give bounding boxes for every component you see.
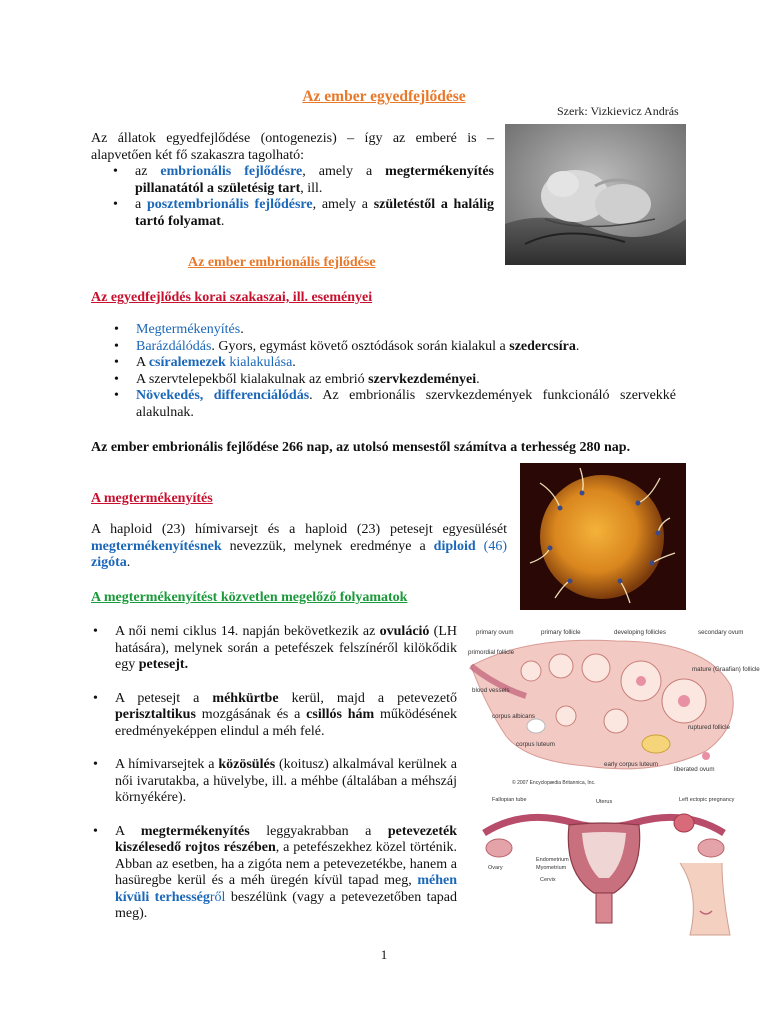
bullet-icon: • [113,164,118,179]
editor-credit: Szerk: Vizkievicz András [557,104,679,118]
label-corpus-luteum: corpus luteum [516,741,555,748]
list-item: • az embrionális fejlődésre, amely a megtermékenyítés pillanatától a születésig tart, ill. [113,164,494,196]
bullet-icon: • [93,624,98,639]
list-item: • Barázdálódás. Gyors, egymást követő osztódások során kialakul a szedercsíra. [114,338,580,354]
label-primary-ovum: primary ovum [476,629,514,636]
bullet-icon: • [114,388,119,403]
label-corpus-albicans: corpus albicans [492,713,535,720]
list-item: • A megtermékenyítés leggyakrabban a petevezeték kiszélesedő rojtos részében, a petefészekhez közel történik. Abban az esetben, ha a zigóta nem a petevezetékbe, hanem a hasüregbe kerül és a méh üregén kívül tapad meg, méhen kívüli terhességről beszélünk (vagy a petevezetőben tapad meg). [93,823,457,921]
term-embryonic: embrionális fejlődésre [160,164,303,179]
preceding-processes-list [91,624,457,923]
section-heading-fertilization: A megtermékenyítés [91,491,213,506]
label-ruptured-follicle: ruptured follicle [688,724,730,731]
label-endometrium: Endometrium [536,857,569,863]
page-number: 1 [380,947,388,962]
intro-list [111,164,494,230]
list-item: • Növekedés, differenciálódás. Az embrionális szervkezdemények funkcionáló szervekké alakulnak. [114,388,676,420]
fertilization-paragraph: A haploid (23) hímivarsejt és a haploid (23) petesejt egyesülését megtermékenyítésnek nevezzük, melynek eredménye a diploid (46) zigóta. [91,522,507,570]
bullet-icon: • [114,371,119,387]
bullet-icon: • [114,355,119,370]
label-fallopian-tube: Fallopian tube [492,797,527,803]
bullet-icon: • [114,322,119,337]
bullet-icon: • [93,690,98,706]
intro-paragraph [91,131,494,230]
label-left-ectopic-pregnancy: Left ectopic pregnancy [679,797,735,803]
page-title: Az ember egyedfejlődése [302,88,466,105]
bullet-icon: • [93,823,98,839]
uterus-ectopic-pregnancy-diagram [474,793,736,935]
early-stages-list [112,322,676,421]
ovary-follicle-diagram [466,626,760,788]
egg-with-sperm-photo [520,463,686,610]
summary-paragraph: Az ember embrionális fejlődése 266 nap, az utolsó mensestől számítva a terhesség 280 nap. [91,440,631,455]
label-primordial-follicle: primordial follicle [468,649,515,656]
section-heading-early-stages: Az egyedfejlődés korai szakaszai, ill. eseményei [91,290,373,305]
label-myometrium: Myometrium [536,865,567,871]
label-early-corpus-luteum: early corpus luteum [604,761,658,768]
list-item: • A hímivarsejtek a közösülés (koitusz) alkalmával kerülnek a női ivarutakba, a hüvelybe, ill. a méhbe (általában a méhszáj környékére). [93,757,457,805]
list-item: • A petesejt a méhkürtbe kerül, majd a petevezető perisztaltikus mozgásának és a csillós hám működésének eredményeképpen elindul a méh felé. [93,690,458,739]
list-item: • A szervtelepekből kialakulnak az embrió szervkezdeményei. [114,371,480,387]
label-blood-vessels: blood vessels [472,687,510,694]
label-secondary-ovum: secondary ovum [698,629,744,636]
section-heading-embryonic: Az ember embrionális fejlődése [188,255,376,270]
list-item: • a posztembrionális fejlődésre, amely a születéstől a halálig tartó folyamat. [113,197,495,229]
list-item: • A női nemi ciklus 14. napján bekövetkezik az ovuláció (LH hatására), melynek során a petefészek felszínéről kilökődik egy petesejt. [93,624,458,672]
list-item: • A csíralemezek kialakulása. [114,355,296,370]
label-ovary: Ovary [488,865,503,871]
bullet-icon: • [93,757,98,772]
label-liberated-ovum: liberated ovum [674,766,715,773]
label-mature-follicle: mature (Graafian) follicle [692,666,760,673]
newborn-in-hands-photo [505,124,686,265]
term-postembryonic: posztembrionális fejlődésre [146,197,313,212]
intro-text: Az állatok egyedfejlődése (ontogenezis) – így az emberé is – alapvetően két fő szakaszra tagolható: [91,131,494,163]
section-heading-preceding-processes: A megtermékenyítést közvetlen megelőző folyamatok [91,590,408,605]
label-cervix: Cervix [540,877,556,883]
bullet-icon: • [114,338,119,354]
list-item: • Megtermékenyítés. [114,322,244,337]
label-uterus: Uterus [596,799,613,805]
label-copyright: © 2007 Encyclopædia Britannica, Inc. [512,780,596,786]
bullet-icon: • [113,197,118,212]
label-developing-follicles: developing follicles [614,629,666,636]
label-primary-follicle: primary follicle [541,629,581,636]
